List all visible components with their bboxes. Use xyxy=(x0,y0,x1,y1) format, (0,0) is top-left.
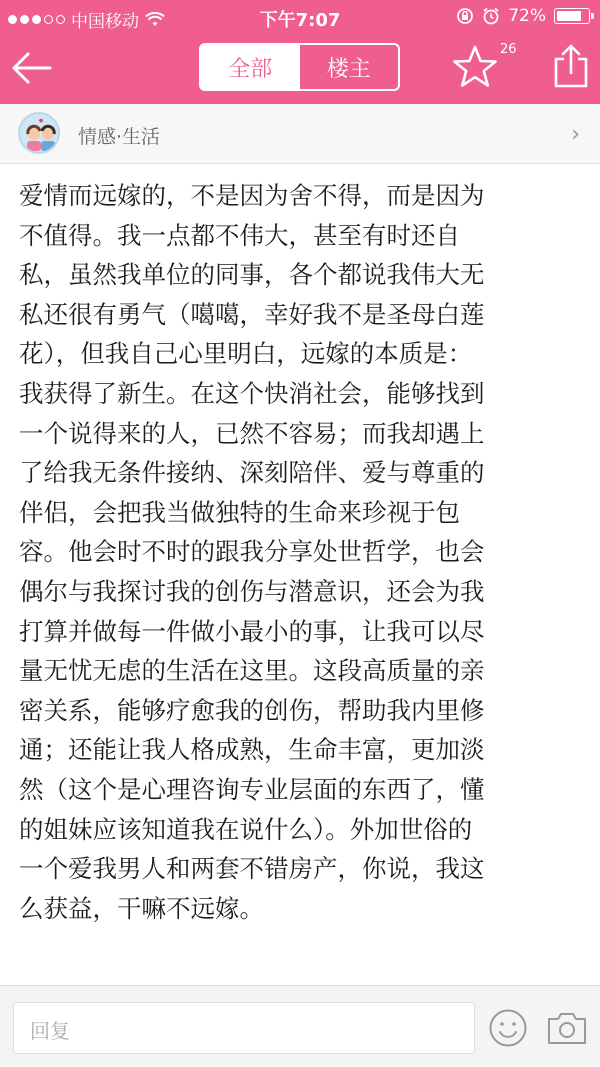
content-line: 密关系，能够疗愈我的创伤，帮助我内里修 xyxy=(19,695,485,725)
content-line: 我获得了新生。在这个快消社会，能够找到 xyxy=(19,378,485,408)
nav-bar xyxy=(0,34,600,104)
content-line: 伴侣，会把我当做独特的生命来珍视于包 xyxy=(19,497,460,527)
content-line: 通；还能让我人格成熟，生命丰富，更加淡 xyxy=(19,735,485,765)
camera-icon[interactable] xyxy=(546,1010,588,1046)
content-line: 爱情而远嫁的，不是因为舍不得，而是因为 xyxy=(19,181,485,210)
content-line: 了给我无条件接纳、深刻陪伴、爱与尊重的 xyxy=(19,458,485,488)
emoji-icon[interactable] xyxy=(488,1008,528,1048)
content-line: 量无忧无虑的生活在这里。这段高质量的亲 xyxy=(19,656,485,686)
carrier-label: 中国移动 xyxy=(71,12,139,32)
status-right xyxy=(456,6,590,26)
rotation-lock-icon xyxy=(456,7,474,25)
content-line: 然（这个是心理咨询专业层面的东西了，懂 xyxy=(19,774,485,804)
share-icon[interactable] xyxy=(552,43,590,89)
back-arrow-icon[interactable] xyxy=(10,48,54,88)
content-line: 私还很有勇气（噶噶，幸好我不是圣母白莲 xyxy=(19,299,485,329)
star-icon[interactable] xyxy=(452,44,498,90)
category-bar[interactable] xyxy=(0,104,600,164)
filter-segmented-control xyxy=(199,43,400,91)
couple-icon xyxy=(20,114,60,154)
app-header xyxy=(0,0,600,104)
reply-input[interactable]: 回复 xyxy=(13,1002,475,1054)
content-line: 的姐妹应该知道我在说什么）。外加世俗的 xyxy=(19,814,473,844)
content-line: 打算并做每一件做小最小的事，让我可以尽 xyxy=(19,616,485,646)
content-line: 一个说得来的人，已然不容易；而我却遇上 xyxy=(19,418,485,448)
tab-all[interactable]: 全部 xyxy=(201,45,300,89)
battery-icon xyxy=(554,8,590,24)
chevron-right-icon: › xyxy=(571,122,580,147)
post-content xyxy=(19,176,587,928)
category-avatar xyxy=(18,112,60,154)
favorite-count: 26 xyxy=(500,42,517,57)
status-bar xyxy=(0,0,600,34)
reply-bar xyxy=(0,985,600,1067)
category-name: 情感·生活 xyxy=(78,126,161,148)
battery-percent: 72% xyxy=(508,6,546,26)
content-line: 偶尔与我探讨我的创伤与潜意识，还会为我 xyxy=(19,576,485,606)
status-time: 下午7:07 xyxy=(259,10,341,31)
content-line: 一个爱我男人和两套不错房产，你说，我这 xyxy=(19,854,485,884)
content-line: 私，虽然我单位的同事，各个都说我伟大无 xyxy=(19,260,485,290)
content-line: 花），但我自己心里明白，远嫁的本质是： xyxy=(19,339,473,369)
content-line: 么获益，干嘛不远嫁。 xyxy=(19,893,264,923)
content-line: 不值得。我一点都不伟大，甚至有时还自 xyxy=(19,220,460,250)
content-line: 容。他会时不时的跟我分享处世哲学，也会 xyxy=(19,537,485,567)
alarm-icon xyxy=(482,7,500,25)
tab-owner-only[interactable]: 楼主 xyxy=(326,56,371,82)
